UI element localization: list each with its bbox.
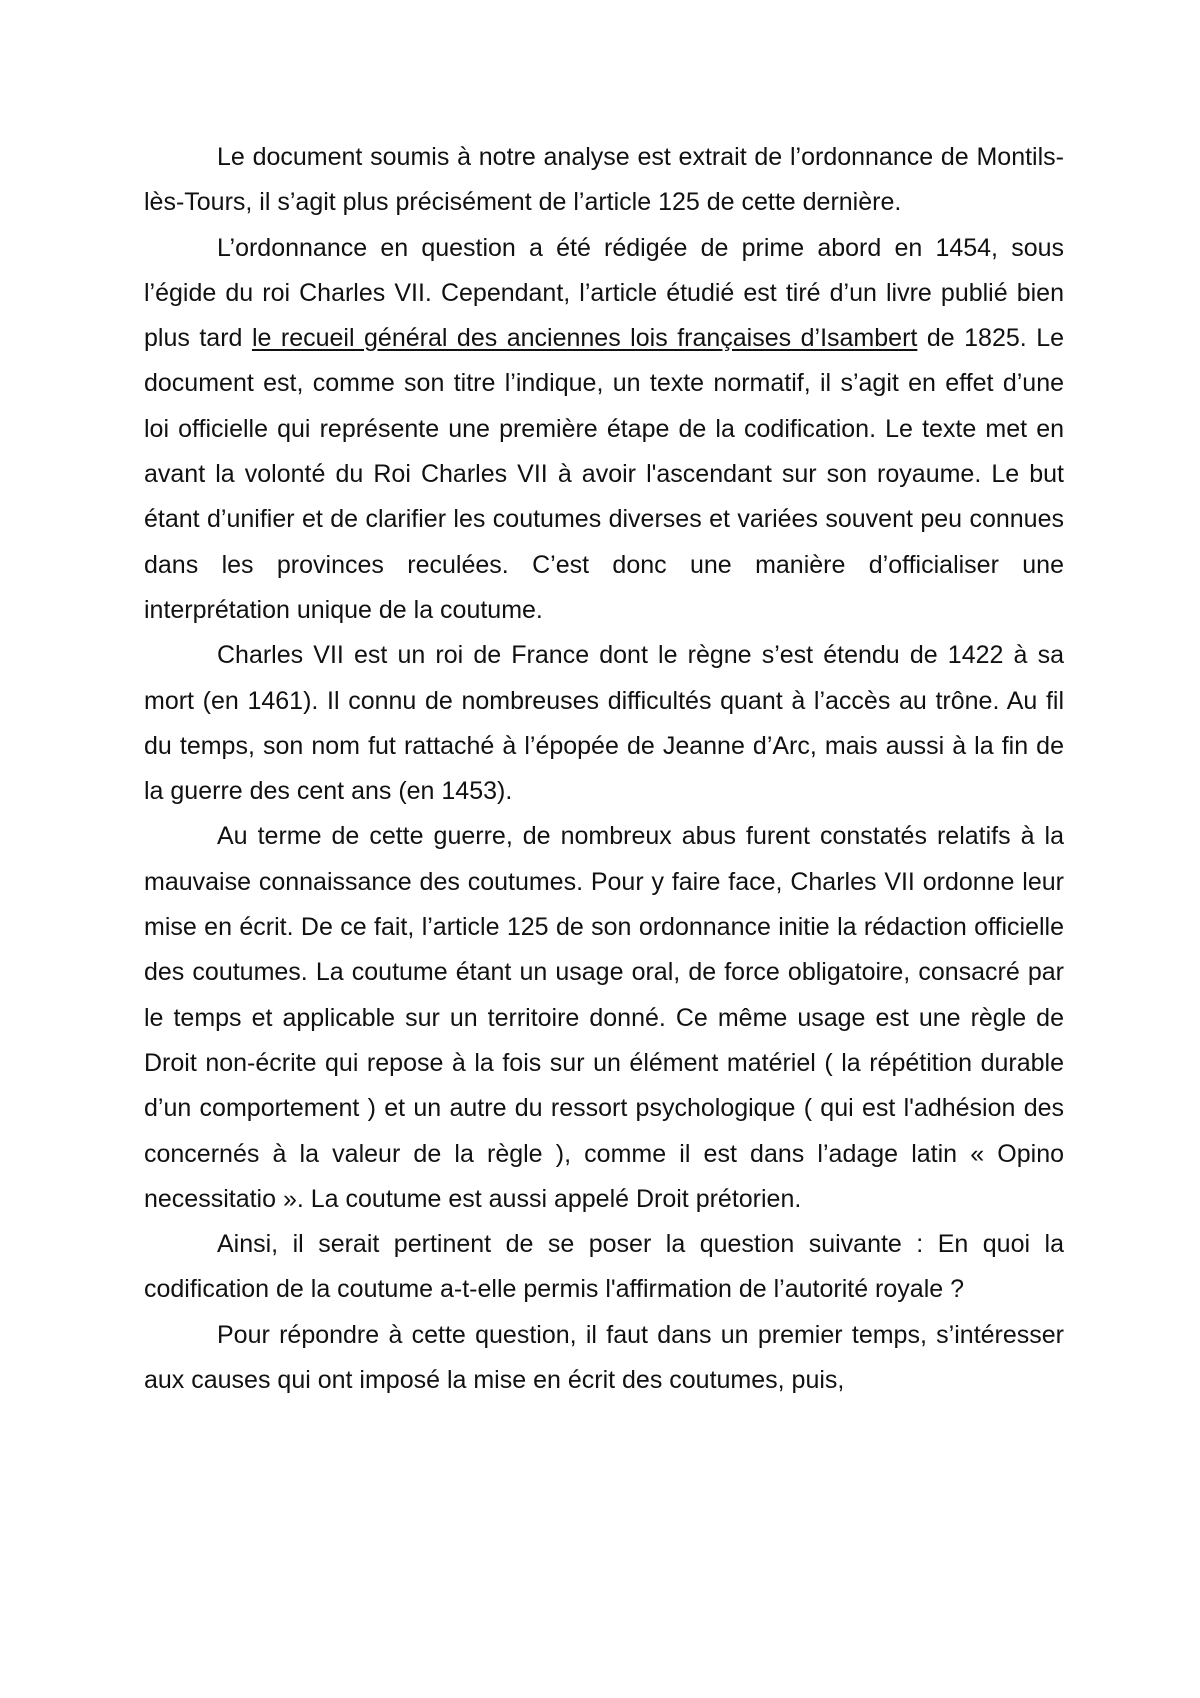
document-body xyxy=(144,135,1064,1403)
paragraph-question: Ainsi, il serait pertinent de se poser la question suivante : En quoi la codification de la coutume a-t-elle permis l'affirmation de l’autorité royale ? xyxy=(144,1230,1064,1304)
paragraph-ordonnance-text-end: de 1825. Le document est, comme son titre l’indique, un texte normatif, il s’agit en effet d’une loi officielle qui représente une première étape de la codification. Le texte met en avant la volonté du Roi Charles VII à avoir l'ascendant sur son royaume. Le but étant d’unifier et de clarifier les coutumes diverses et variées souvent peu connues dans les provinces reculées. C’est donc une manière d’officialiser une interprétation unique de la coutume. xyxy=(144,324,1064,624)
paragraph-guerre: Au terme de cette guerre, de nombreux abus furent constatés relatifs à la mauvaise connaissance des coutumes. Pour y faire face, Charles VII ordonne leur mise en écrit. De ce fait, l’article 125 de son ordonnance initie la rédaction officielle des coutumes. La coutume étant un usage oral, de force obligatoire, consacré par le temps et applicable sur un territoire donné. Ce même usage est une règle de Droit non-écrite qui repose à la fois sur un élément matériel ( la répétition durable d’un comportement ) et un autre du ressort psychologique ( qui est l'adhésion des concernés à la valeur de la règle ), comme il est dans l’adage latin « Opino necessitatio ». La coutume est aussi appelé Droit prétorien. xyxy=(144,822,1064,1213)
paragraph-intro: Le document soumis à notre analyse est extrait de l’ordonnance de Montils-lès-Tours, il s’agit plus précisément de l’article 125 de cette dernière. xyxy=(144,143,1064,217)
paragraph-ordonnance-text-start: L’ordonnance en question a été rédigée de prime abord en 1454, sous l’égide du roi Charles VII. Cependant, l’article étudié est tiré d’un livre publié bien plus tard xyxy=(144,233,1064,353)
book-title-underlined: le recueil général des anciennes lois françaises d’Isambert xyxy=(251,324,918,353)
paragraph-ordonnance xyxy=(144,226,1064,634)
paragraph-plan: Pour répondre à cette question, il faut dans un premier temps, s’intéresser aux causes qui ont imposé la mise en écrit des coutumes, puis, xyxy=(144,1320,1064,1395)
paragraph-charles-vii: Charles VII est un roi de France dont le règne s’est étendu de 1422 à sa mort (en 1461). Il connu de nombreuses difficultés quant à l’accès au trône. Au fil du temps, son nom fut rattaché à l’épopée de Jeanne d’Arc, mais aussi à la fin de la guerre des cent ans (en 1453). xyxy=(144,641,1064,806)
